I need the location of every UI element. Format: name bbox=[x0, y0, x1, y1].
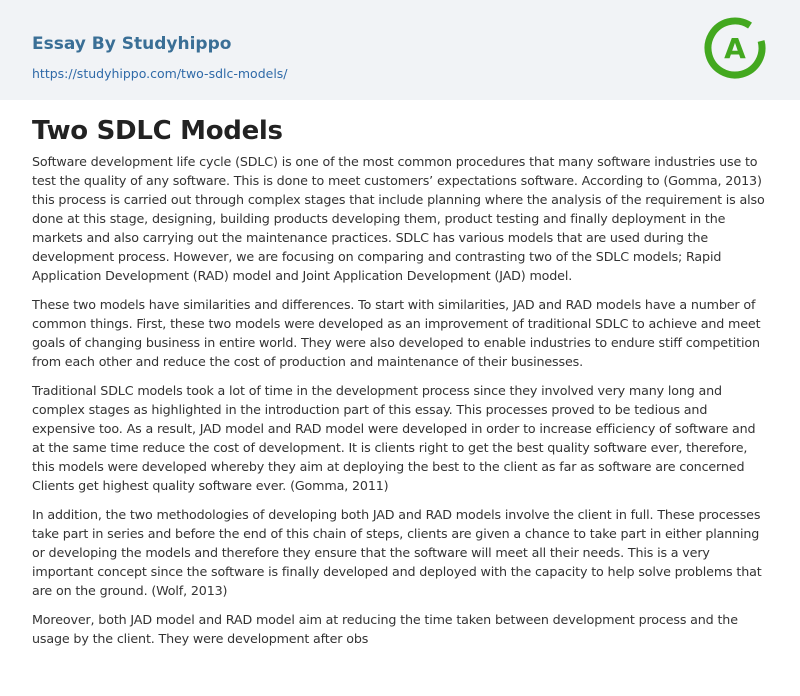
article-paragraph: These two models have similarities and differences. To start with similarities, JAD and RAD models have a number of common things. First, these two models were developed as an improvement of traditional SDLC to achieve and meet goals of changing business in entire world. They were also developed to enable industries to endure stiff competition from each other and reduce the cost of production and maintenance of their businesses. bbox=[32, 297, 761, 369]
article-paragraph: Software development life cycle (SDLC) is one of the most common procedures that many software industries use to test the quality of any software. This is done to meet customers’ expectations software. According to (Gomma, 2013) this process is carried out through complex stages that include planning where the analysis of the requirement is also done at this stage, designing, building products developing them, product testing and finally deployment in the markets and also carrying out the maintenance practices. SDLC has various models that are used during the development process. However, we are focusing on comparing and contrasting two of the SDLC models; Rapid Application Development (RAD) model and Joint Application Development (JAD) model. bbox=[32, 154, 765, 283]
article-paragraph: Moreover, both JAD model and RAD model aim at reducing the time taken between development process and the usage by the client. They were development after obs bbox=[32, 612, 738, 646]
article-title: Two SDLC Models bbox=[32, 116, 283, 146]
logo-letter: A bbox=[724, 32, 746, 65]
studyhippo-logo-icon[interactable] bbox=[702, 15, 768, 81]
article-paragraph: Traditional SDLC models took a lot of time in the development process since they involved very many long and complex stages as highlighted in the introduction part of this essay. This processes proved to be tedious and expensive too. As a result, JAD model and RAD model were developed in order to increase efficiency of software and at the same time reduce the cost of development. It is clients right to get the best quality software ever, therefore, this models were developed whereby they aim at deploying the best to the client as far as software are concerned Clients get highest quality software ever. (Gomma, 2011) bbox=[32, 383, 756, 493]
article-paragraph: In addition, the two methodologies of developing both JAD and RAD models involve the client in full. These processes take part in series and before the end of this chain of steps, clients are given a chance to take part in either planning or developing the models and therefore they ensure that the software will meet all their needs. This is a very important concept since the software is finally developed and deployed with the capacity to help solve problems that are on the ground. (Wolf, 2013) bbox=[32, 507, 762, 598]
site-header bbox=[0, 0, 800, 100]
page-url-link[interactable]: https://studyhippo.com/two-sdlc-models/ bbox=[32, 66, 288, 81]
article-body bbox=[0, 100, 800, 648]
site-brand[interactable]: Essay By Studyhippo bbox=[32, 34, 232, 54]
